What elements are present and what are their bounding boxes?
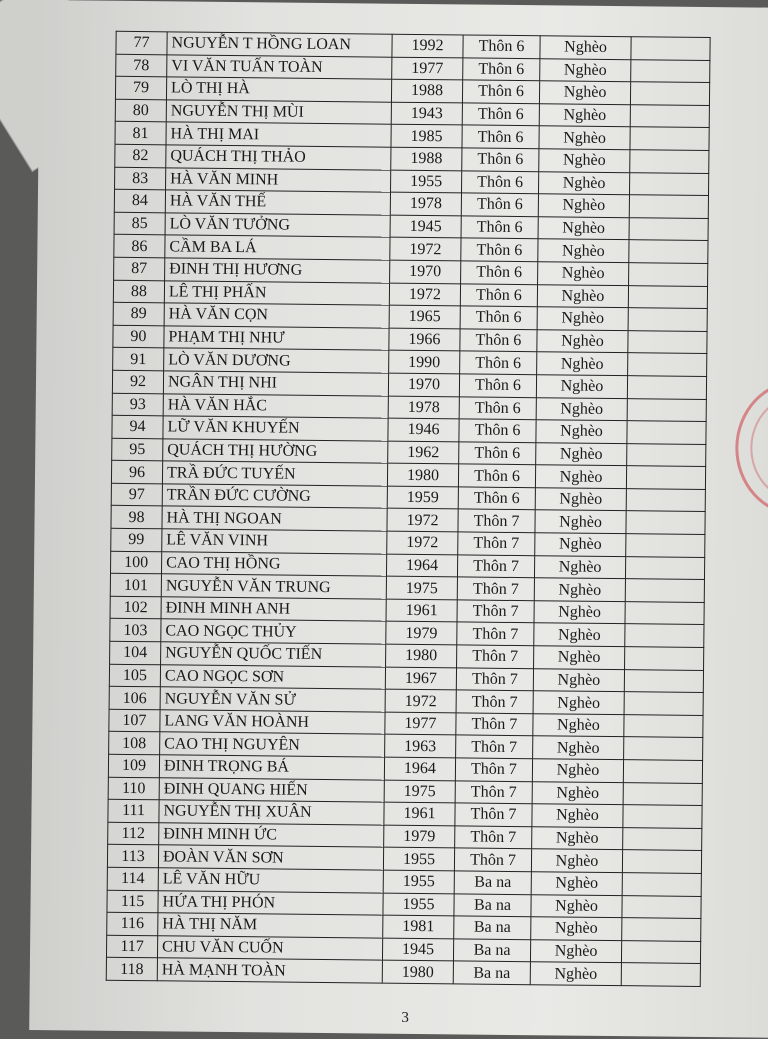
name-cell: HÀ THỊ NĂM	[158, 913, 383, 938]
birth-year-cell: 1955	[383, 870, 454, 893]
row-number-cell: 116	[107, 912, 158, 935]
status-cell: Nghèo	[535, 465, 626, 489]
note-cell	[624, 692, 703, 715]
status-cell: Nghèo	[539, 126, 630, 150]
village-cell: Ba na	[454, 916, 531, 939]
status-cell: Nghèo	[537, 352, 628, 376]
village-cell: Thôn 7	[458, 532, 535, 555]
village-cell: Thôn 6	[461, 238, 538, 261]
village-cell: Thôn 6	[463, 58, 540, 81]
name-cell: NGUYỄN QUỐC TIẾN	[161, 642, 386, 667]
status-cell: Nghèo	[537, 329, 628, 353]
status-cell: Nghèo	[536, 375, 627, 399]
village-cell: Thôn 7	[458, 509, 535, 532]
note-cell	[622, 850, 701, 873]
village-cell: Thôn 6	[461, 216, 538, 239]
village-cell: Thôn 7	[457, 645, 534, 668]
birth-year-cell: 1978	[390, 192, 461, 215]
name-cell: ĐINH MINH ANH	[161, 597, 386, 622]
note-cell	[623, 805, 702, 828]
name-cell: HÀ VĂN MINH	[166, 167, 391, 192]
birth-year-cell: 1945	[382, 938, 453, 961]
status-cell: Nghèo	[532, 759, 623, 783]
note-cell	[622, 873, 701, 896]
village-cell: Thôn 7	[455, 780, 532, 803]
village-cell: Thôn 7	[456, 690, 533, 713]
status-cell: Nghèo	[533, 668, 624, 692]
status-cell: Nghèo	[539, 149, 630, 173]
name-cell: NGUYỄN VĂN TRUNG	[161, 574, 386, 599]
row-number-cell: 83	[115, 167, 166, 190]
note-cell	[622, 895, 701, 918]
row-number-cell: 111	[108, 799, 159, 822]
name-cell: NGUYỄN T HỒNG LOAN	[167, 32, 392, 57]
birth-year-cell: 1970	[388, 373, 459, 396]
village-cell: Thôn 7	[455, 803, 532, 826]
status-cell: Nghèo	[540, 36, 631, 60]
row-number-cell: 89	[113, 302, 164, 325]
birth-year-cell: 1972	[389, 283, 460, 306]
name-cell: HÀ THỊ MAI	[166, 122, 391, 147]
name-cell: ĐINH TRỌNG BÁ	[159, 755, 384, 780]
note-cell	[629, 217, 708, 240]
village-cell: Thôn 6	[462, 103, 539, 126]
status-cell: Nghèo	[530, 939, 621, 963]
note-cell	[630, 82, 709, 105]
name-cell: LÊ THỊ PHẤN	[164, 280, 389, 305]
name-cell: PHẠM THỊ NHƯ	[164, 326, 389, 351]
row-number-cell: 77	[116, 31, 167, 54]
note-cell	[623, 782, 702, 805]
village-cell: Thôn 7	[457, 555, 534, 578]
village-cell: Thôn 6	[462, 125, 539, 148]
row-number-cell: 98	[111, 506, 162, 529]
village-cell: Thôn 7	[457, 622, 534, 645]
status-cell: Nghèo	[536, 420, 627, 444]
status-cell: Nghèo	[538, 216, 629, 240]
note-cell	[624, 669, 703, 692]
birth-year-cell: 1964	[384, 757, 455, 780]
note-cell	[631, 37, 710, 60]
name-cell: LỮ VĂN KHUYẾN	[163, 416, 388, 441]
name-cell: NGUYỄN THỊ XUÂN	[159, 800, 384, 825]
village-cell: Thôn 7	[455, 826, 532, 849]
row-number-cell: 88	[113, 280, 164, 303]
birth-year-cell: 1992	[392, 34, 463, 57]
note-cell	[627, 398, 706, 421]
status-cell: Nghèo	[536, 442, 627, 466]
birth-year-cell: 1965	[389, 305, 460, 328]
note-cell	[627, 376, 706, 399]
village-cell: Thôn 6	[460, 329, 537, 352]
birth-year-cell: 1990	[389, 350, 460, 373]
birth-year-cell: 1978	[388, 396, 459, 419]
name-cell: TRẦ ĐỨC TUYẾN	[162, 461, 387, 486]
status-cell: Nghèo	[533, 736, 624, 760]
row-number-cell: 118	[106, 958, 157, 981]
status-cell: Nghèo	[531, 849, 622, 873]
birth-year-cell: 1985	[391, 125, 462, 148]
row-number-cell: 106	[109, 686, 160, 709]
row-number-cell: 84	[114, 189, 165, 212]
note-cell	[625, 647, 704, 670]
village-cell: Thôn 6	[460, 283, 537, 306]
status-cell: Nghèo	[537, 284, 628, 308]
document-page	[29, 0, 768, 1038]
seal-inner-ring	[750, 394, 768, 501]
status-cell: Nghèo	[538, 194, 629, 218]
name-cell: ĐINH QUANG HIẾN	[159, 777, 384, 802]
status-cell: Nghèo	[534, 646, 625, 670]
name-cell: QUÁCH THỊ THẢO	[166, 145, 391, 170]
name-cell: NGUYỄN THỊ MÙI	[166, 100, 391, 125]
row-number-cell: 99	[111, 528, 162, 551]
birth-year-cell: 1955	[383, 893, 454, 916]
birth-year-cell: 1966	[389, 328, 460, 351]
name-cell: HÀ VĂN HẮC	[163, 393, 388, 418]
birth-year-cell: 1981	[383, 915, 454, 938]
row-number-cell: 90	[113, 325, 164, 348]
row-number-cell: 103	[110, 619, 161, 642]
status-cell: Nghèo	[531, 872, 622, 896]
row-number-cell: 85	[114, 212, 165, 235]
name-cell: CẦM BA LÁ	[165, 235, 390, 260]
birth-year-cell: 1946	[388, 418, 459, 441]
name-cell: VI VĂN TUẤN TOÀN	[167, 54, 392, 79]
note-cell	[624, 737, 703, 760]
village-cell: Thôn 7	[454, 848, 531, 871]
name-cell: HÀ VĂN THẾ	[165, 190, 390, 215]
note-cell	[625, 602, 704, 625]
name-cell: HỨA THỊ PHÓN	[158, 890, 383, 915]
birth-year-cell: 1980	[386, 644, 457, 667]
row-number-cell: 81	[115, 122, 166, 145]
red-seal-stamp	[735, 379, 768, 516]
name-cell: CHU VĂN CUỐN	[157, 936, 382, 961]
status-cell: Nghèo	[538, 171, 629, 195]
note-cell	[627, 443, 706, 466]
status-cell: Nghèo	[535, 488, 626, 512]
name-cell: ĐINH MINH ỨC	[159, 823, 384, 848]
birth-year-cell: 1988	[391, 79, 462, 102]
name-cell: TRẦN ĐỨC CƯỜNG	[162, 484, 387, 509]
note-cell	[625, 624, 704, 647]
status-cell: Nghèo	[539, 104, 630, 128]
status-cell: Nghèo	[534, 578, 625, 602]
village-cell: Thôn 7	[457, 600, 534, 623]
village-cell: Thôn 6	[462, 148, 539, 171]
note-cell	[625, 579, 704, 602]
birth-year-cell: 1977	[392, 57, 463, 80]
birth-year-cell: 1975	[386, 576, 457, 599]
village-cell: Thôn 6	[458, 464, 535, 487]
note-cell	[621, 940, 700, 963]
name-cell: LÒ VĂN DƯƠNG	[164, 348, 389, 373]
birth-year-cell: 1959	[387, 486, 458, 509]
name-cell: NGUYỄN VĂN SỬ	[160, 687, 385, 712]
row-number-cell: 96	[111, 461, 162, 484]
row-number-cell: 92	[112, 370, 163, 393]
name-cell: HÀ MẠNH TOÀN	[157, 958, 382, 983]
status-cell: Nghèo	[532, 826, 623, 850]
village-cell: Ba na	[453, 961, 530, 984]
birth-year-cell: 1972	[387, 531, 458, 554]
name-cell: LANG VĂN HOÀNH	[160, 710, 385, 735]
note-cell	[625, 556, 704, 579]
row-number-cell: 109	[108, 754, 159, 777]
birth-year-cell: 1972	[390, 238, 461, 261]
birth-year-cell: 1988	[391, 147, 462, 170]
status-cell: Nghèo	[533, 691, 624, 715]
status-cell: Nghèo	[535, 510, 626, 534]
village-cell: Thôn 6	[459, 396, 536, 419]
status-cell: Nghèo	[537, 307, 628, 331]
name-cell: CAO THỊ NGUYÊN	[160, 732, 385, 757]
note-cell	[628, 308, 707, 331]
birth-year-cell: 1945	[390, 215, 461, 238]
note-cell	[626, 489, 705, 512]
row-number-cell: 114	[107, 867, 158, 890]
row-number-cell: 108	[109, 732, 160, 755]
note-cell	[627, 421, 706, 444]
row-number-cell: 100	[110, 551, 161, 574]
birth-year-cell: 1943	[391, 102, 462, 125]
status-cell: Nghèo	[532, 804, 623, 828]
village-cell: Thôn 7	[455, 758, 532, 781]
birth-year-cell: 1964	[386, 554, 457, 577]
row-number-cell: 93	[112, 393, 163, 416]
note-cell	[630, 150, 709, 173]
village-cell: Ba na	[454, 871, 531, 894]
row-number-cell: 79	[115, 76, 166, 99]
note-cell	[626, 466, 705, 489]
row-number-cell: 87	[114, 257, 165, 280]
row-number-cell: 97	[111, 483, 162, 506]
village-cell: Thôn 7	[457, 577, 534, 600]
note-cell	[626, 511, 705, 534]
village-cell: Thôn 7	[456, 713, 533, 736]
note-cell	[630, 127, 709, 150]
row-number-cell: 105	[109, 664, 160, 687]
note-cell	[628, 353, 707, 376]
note-cell	[630, 104, 709, 127]
birth-year-cell: 1962	[388, 441, 459, 464]
name-cell: LÊ VĂN HỮU	[158, 868, 383, 893]
row-number-cell: 78	[116, 54, 167, 77]
note-cell	[628, 285, 707, 308]
name-cell: CAO THỊ HỒNG	[161, 551, 386, 576]
name-cell: QUÁCH THỊ HƯỜNG	[163, 438, 388, 463]
birth-year-cell: 1972	[385, 689, 456, 712]
name-cell: LÒ THỊ HÀ	[166, 77, 391, 102]
village-cell: Thôn 6	[462, 80, 539, 103]
status-cell: Nghèo	[535, 533, 626, 557]
birth-year-cell: 1961	[386, 599, 457, 622]
row-number-cell: 104	[110, 641, 161, 664]
status-cell: Nghèo	[531, 917, 622, 941]
name-cell: CAO NGỌC THỦY	[161, 619, 386, 644]
status-cell: Nghèo	[532, 781, 623, 805]
note-cell	[629, 263, 708, 286]
name-cell: ĐOÀN VĂN SƠN	[158, 845, 383, 870]
note-cell	[629, 172, 708, 195]
village-cell: Ba na	[454, 893, 531, 916]
village-cell: Thôn 6	[459, 374, 536, 397]
village-cell: Thôn 7	[456, 668, 533, 691]
birth-year-cell: 1972	[387, 509, 458, 532]
birth-year-cell: 1980	[387, 463, 458, 486]
village-cell: Thôn 6	[461, 261, 538, 284]
table-row	[106, 958, 700, 987]
status-cell: Nghèo	[534, 601, 625, 625]
name-cell: HÀ VĂN CỌN	[164, 303, 389, 328]
village-cell: Thôn 6	[458, 487, 535, 510]
village-cell: Thôn 6	[459, 442, 536, 465]
status-cell: Nghèo	[533, 714, 624, 738]
village-cell: Thôn 6	[462, 170, 539, 193]
village-cell: Thôn 6	[460, 351, 537, 374]
row-number-cell: 117	[106, 935, 157, 958]
status-cell: Nghèo	[539, 81, 630, 105]
birth-year-cell: 1955	[383, 848, 454, 871]
note-cell	[621, 963, 700, 986]
row-number-cell: 95	[112, 438, 163, 461]
status-cell: Nghèo	[531, 894, 622, 918]
row-number-cell: 107	[109, 709, 160, 732]
row-number-cell: 113	[107, 845, 158, 868]
note-cell	[629, 195, 708, 218]
page-number: 3	[401, 1009, 409, 1026]
note-cell	[623, 760, 702, 783]
birth-year-cell: 1961	[384, 802, 455, 825]
row-number-cell: 110	[108, 777, 159, 800]
row-number-cell: 115	[107, 890, 158, 913]
birth-year-cell: 1979	[386, 622, 457, 645]
birth-year-cell: 1970	[390, 260, 461, 283]
status-cell: Nghèo	[534, 555, 625, 579]
table-body	[106, 31, 710, 986]
village-cell: Thôn 6	[463, 35, 540, 58]
status-cell: Nghèo	[538, 262, 629, 286]
household-list-table	[106, 31, 711, 987]
status-cell: Nghèo	[540, 58, 631, 82]
status-cell: Nghèo	[538, 239, 629, 263]
note-cell	[631, 59, 710, 82]
note-cell	[623, 827, 702, 850]
row-number-cell: 82	[115, 144, 166, 167]
note-cell	[624, 714, 703, 737]
village-cell: Thôn 6	[460, 306, 537, 329]
name-cell: NGÂN THỊ NHI	[163, 371, 388, 396]
note-cell	[628, 330, 707, 353]
row-number-cell: 94	[112, 415, 163, 438]
row-number-cell: 112	[108, 822, 159, 845]
name-cell: LÊ VĂN VINH	[162, 529, 387, 554]
row-number-cell: 86	[114, 235, 165, 258]
name-cell: ĐINH THỊ HƯƠNG	[165, 258, 390, 283]
row-number-cell: 101	[110, 574, 161, 597]
birth-year-cell: 1967	[385, 667, 456, 690]
status-cell: Nghèo	[536, 397, 627, 421]
village-cell: Thôn 7	[456, 735, 533, 758]
birth-year-cell: 1963	[385, 735, 456, 758]
note-cell	[629, 240, 708, 263]
village-cell: Ba na	[453, 939, 530, 962]
row-number-cell: 102	[110, 596, 161, 619]
village-cell: Thôn 6	[459, 419, 536, 442]
birth-year-cell: 1979	[384, 825, 455, 848]
village-cell: Thôn 6	[461, 193, 538, 216]
birth-year-cell: 1955	[391, 170, 462, 193]
note-cell	[626, 534, 705, 557]
name-cell: LÒ VĂN TƯỞNG	[165, 213, 390, 238]
note-cell	[622, 918, 701, 941]
birth-year-cell: 1980	[382, 960, 453, 983]
name-cell: HÀ THỊ NGOAN	[162, 506, 387, 531]
row-number-cell: 91	[113, 348, 164, 371]
row-number-cell: 80	[115, 99, 166, 122]
birth-year-cell: 1977	[385, 712, 456, 735]
status-cell: Nghèo	[530, 962, 621, 986]
status-cell: Nghèo	[534, 623, 625, 647]
name-cell: CAO NGỌC SƠN	[160, 664, 385, 689]
birth-year-cell: 1975	[384, 780, 455, 803]
